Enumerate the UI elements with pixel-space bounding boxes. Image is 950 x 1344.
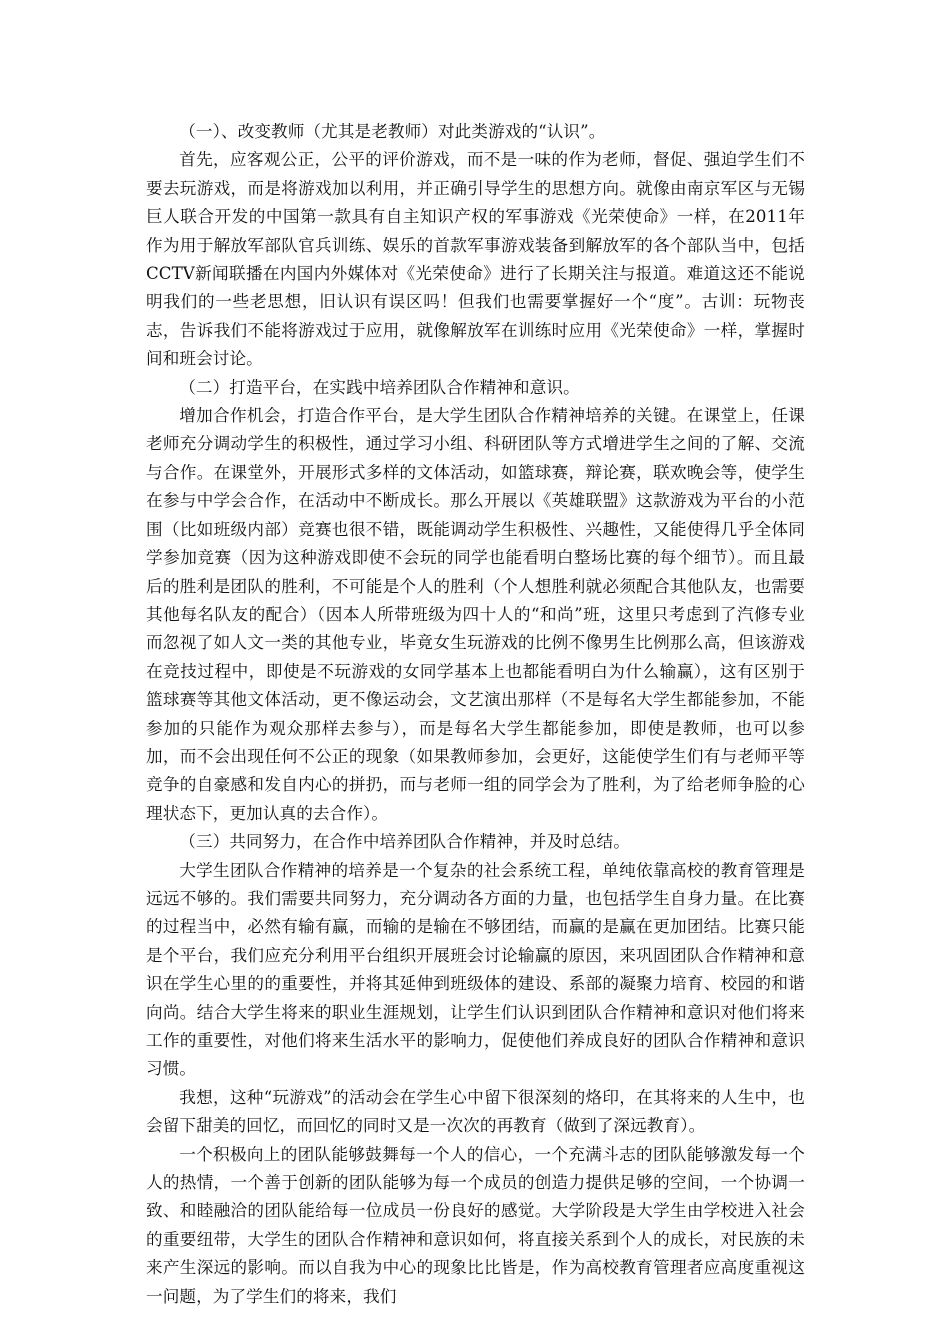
section-heading-2: （二）打造平台，在实践中培养团队合作精神和意识。 [179,377,580,397]
document-page [146,118,805,1311]
paragraph-3: 大学生团队合作精神的培养是一个复杂的社会系统工程，单纯依靠高校的教育管理是远远不够的。我们需要共同努力，充分调动各方面的力量，也包括学生自身力量。在比赛的过程当中，必然有输有赢，而输的是输在不够团结，而赢的是赢在更加团结。比赛只能是个平台，我们应充分利用平台组织开展班会讨论输赢的原因，来巩固团队合作精神和意识在学生心里的的重要性，并将其延伸到班级体的建设、系部的凝聚力培育、校园的和谐向尚。结合大学生将来的职业生涯规划，让学生们认识到团队合作精神和意识对他们将来工作的重要性，对他们将来生活水平的影响力，促使他们养成良好的团队合作精神和意识习惯。 [146,860,805,1079]
paragraph-4: 我想，这种“玩游戏”的活动会在学生心中留下很深刻的烙印，在其将来的人生中，也会留下甜美的回忆，而回忆的同时又是一次次的再教育（做到了深远教育）。 [146,1087,805,1136]
paragraph-2: 增加合作机会，打造合作平台，是大学生团队合作精神培养的关键。在课堂上，任课老师充分调动学生的积极性，通过学习小组、科研团队等方式增进学生之间的了解、交流与合作。在课堂外，开展形式多样的文体活动，如篮球赛，辩论赛，联欢晚会等，使学生在参与中学会合作，在活动中不断成长。那么开展以《英雄联盟》这款游戏为平台的小范围（比如班级内部）竞赛也很不错，既能调动学生积极性、兴趣性，又能使得几乎全体同学参加竞赛（因为这种游戏即使不会玩的同学也能看明白整场比赛的每个细节）。而且最后的胜利是团队的胜利，不可能是个人的胜利（个人想胜利就必须配合其他队友，也需要其他每名队友的配合）（因本人所带班级为四十人的“和尚”班，这里只考虑到了汽修专业而忽视了如人文一类的其他专业，毕竟女生玩游戏的比例不像男生比例那么高，但该游戏在竞技过程中，即使是不玩游戏的女同学基本上也都能看明白为什么输赢），这有区别于篮球赛等其他文体活动，更不像运动会，文艺演出那样（不是每名大学生都能参加，不能参加的只能作为观众那样去参与），而是每名大学生都能参加，即使是教师，也可以参加，而不会出现任何不公正的现象（如果教师参加，会更好，这能使学生们有与老师平等竞争的自豪感和发自内心的拼扔，而与老师一组的同学会为了胜利，为了给老师争脸的心理状态下，更加认真的去合作）。 [146,406,805,823]
paragraph-1: 首先，应客观公正，公平的评价游戏，而不是一味的作为老师，督促、强迫学生们不要去玩游戏，而是将游戏加以利用，并正确引导学生的思想方向。就像由南京军区与无锡巨人联合开发的中国第一款具有自主知识产权的军事游戏《光荣使命》一样，在2011年作为用于解放军部队官兵训练、娱乐的首款军事游戏装备到解放军的各个部队当中，包括CCTV新闻联播在内国内外媒体对《光荣使命》进行了长期关注与报道。难道这还不能说明我们的一些老思想，旧认识有误区吗！但我们也需要掌握好一个“度”。古训：玩物丧志，告诉我们不能将游戏过于应用，就像解放军在训练时应用《光荣使命》一样，掌握时间和班会讨论。 [146,150,805,369]
section-heading-1: （一）、改变教师（尤其是老教师）对此类游戏的“认识”。 [179,122,606,141]
section-heading-3: （三）共同努力，在合作中培养团队合作精神，并及时总结。 [179,832,630,852]
paragraph-5: 一个积极向上的团队能够鼓舞每一个人的信心，一个充满斗志的团队能够激发每一个人的热情，一个善于创新的团队能够为每一个成员的创造力提供足够的空间，一个协调一致、和睦融洽的团队能给每一位成员一份良好的感觉。大学阶段是大学生由学校进入社会的重要纽带，大学生的团队合作精神和意识如何，将直接关系到个人的成长，对民族的未来产生深远的影响。而以自我为中心的现象比比皆是，作为高校教育管理者应高度重视这一问题，为了学生们的将来，我们 [146,1144,805,1306]
